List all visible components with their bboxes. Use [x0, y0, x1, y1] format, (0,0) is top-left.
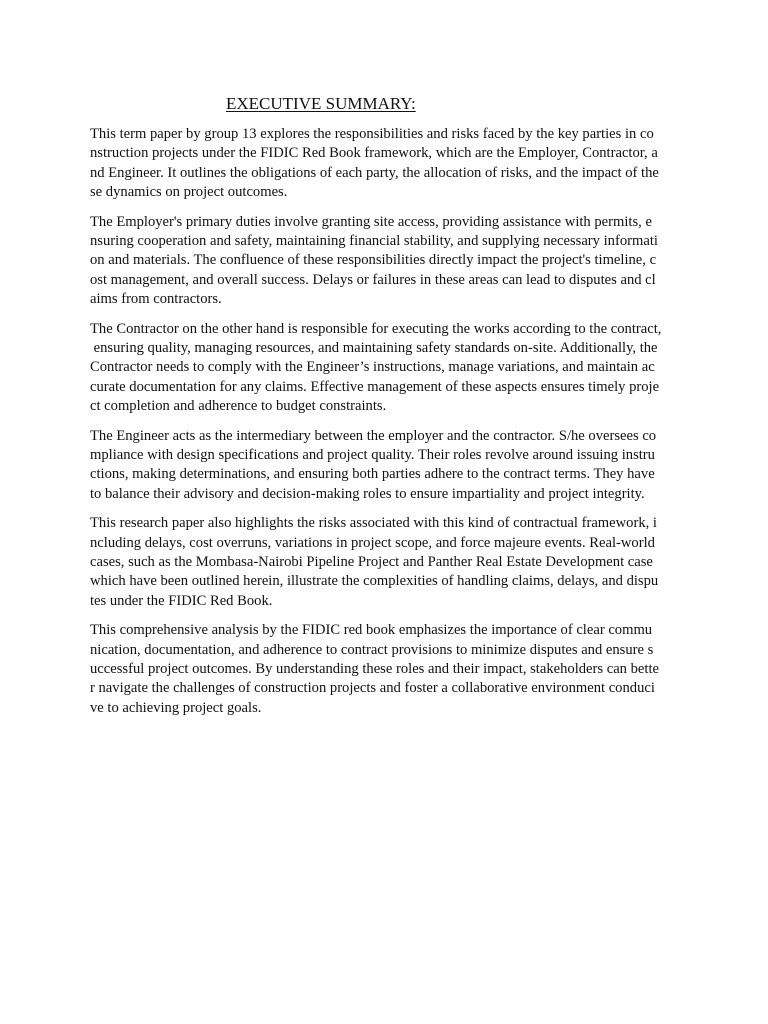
text-line: nd Engineer. It outlines the obligations of each party, the allocation of risks, and the impact of the — [90, 164, 659, 181]
text-line: mpliance with design specifications and project quality. Their roles revolve around issuing instru — [90, 446, 655, 463]
summary-body — [90, 125, 680, 728]
paragraph-employer — [90, 213, 680, 309]
text-line: This term paper by group 13 explores the responsibilities and risks faced by the key parties in co — [90, 126, 654, 142]
text-line: on and materials. The confluence of these responsibilities directly impact the project's timeline, c — [90, 252, 657, 269]
text-line: r navigate the challenges of construction projects and foster a collaborative environment conduci — [90, 680, 655, 697]
paragraph-overview — [90, 125, 680, 202]
paragraph-contractor — [90, 320, 680, 416]
paragraph-engineer — [90, 427, 680, 504]
text-line: ost management, and overall success. Delays or failures in these areas can lead to disputes and cl — [90, 271, 656, 288]
text-line: This comprehensive analysis by the FIDIC red book emphasizes the importance of clear commu — [90, 622, 653, 639]
text-line: ct completion and adherence to budget constraints. — [90, 397, 387, 414]
text-line: The Contractor on the other hand is responsible for executing the works according to the contract, — [90, 320, 662, 337]
text-line: The Employer's primary duties involve granting site access, providing assistance with permits, e — [90, 213, 652, 230]
text-line: nstruction projects under the FIDIC Red Book framework, which are the Employer, Contractor, a — [90, 145, 658, 162]
text-line: tes under the FIDIC Red Book. — [90, 592, 273, 609]
text-line: to balance their advisory and decision-making roles to ensure impartiality and project integrity. — [90, 485, 645, 502]
text-line: which have been outlined herein, illustrate the complexities of handling claims, delays, and dispu — [90, 573, 659, 590]
text-line: curate documentation for any claims. Effective management of these aspects ensures timely proje — [90, 378, 660, 395]
text-line: The Engineer acts as the intermediary between the employer and the contractor. S/he oversees co — [90, 427, 657, 444]
text-line: se dynamics on project outcomes. — [90, 183, 288, 200]
text-line: uccessful project outcomes. By understanding these roles and their impact, stakeholders can bette — [90, 660, 659, 677]
paragraph-conclusion — [90, 621, 680, 717]
text-line: This research paper also highlights the risks associated with this kind of contractual framework, i — [90, 515, 657, 532]
text-line: nsuring cooperation and safety, maintaining financial stability, and supplying necessary informati — [90, 232, 658, 249]
text-line: ensuring quality, managing resources, and maintaining safety standards on-site. Additionally, the — [90, 339, 658, 356]
text-line: ve to achieving project goals. — [90, 699, 262, 716]
text-line: cases, such as the Mombasa-Nairobi Pipeline Project and Panther Real Estate Development case — [90, 553, 653, 570]
text-line: Contractor needs to comply with the Engineer’s instructions, manage variations, and maintain ac — [90, 359, 655, 376]
text-line: ctions, making determinations, and ensuring both parties adhere to the contract terms. They have — [90, 466, 655, 483]
text-line: aims from contractors. — [90, 290, 222, 307]
text-line: nication, documentation, and adherence to contract provisions to minimize disputes and ensure s — [90, 641, 654, 658]
text-line: ncluding delays, cost overruns, variations in project scope, and force majeure events. Real-world — [90, 534, 655, 551]
paragraph-risks — [90, 514, 680, 610]
page-title: EXECUTIVE SUMMARY: — [226, 94, 416, 113]
